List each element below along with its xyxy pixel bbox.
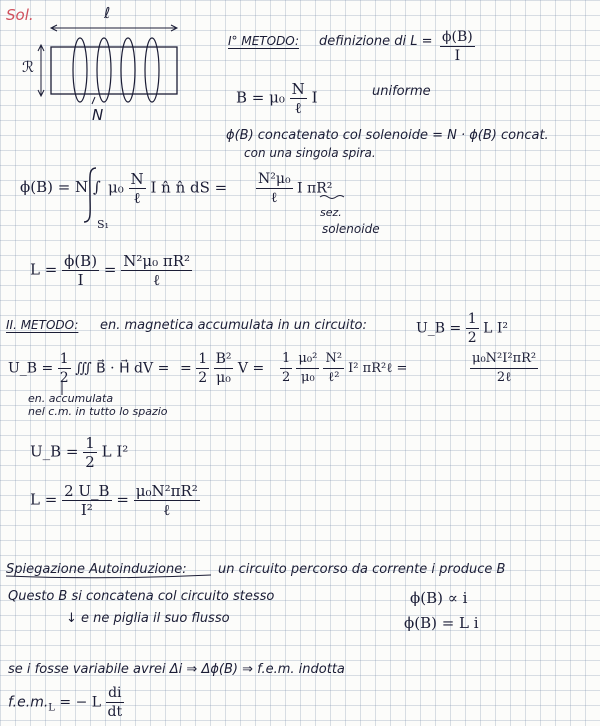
B-lhs: B = μ₀ bbox=[236, 88, 285, 107]
step3-mu-den: μ₀ bbox=[301, 370, 315, 385]
fem-sub: L bbox=[48, 702, 55, 714]
step2-rest: V = bbox=[237, 360, 265, 377]
ub-step2 bbox=[180, 350, 264, 387]
step4-den: 2ℓ bbox=[496, 370, 512, 385]
fem-num: di bbox=[106, 684, 125, 703]
uniforme-label: uniforme bbox=[372, 84, 431, 99]
L-formula-2 bbox=[30, 482, 200, 519]
flux-result bbox=[256, 170, 332, 207]
autoinduzione-line3: ↓ e ne piglia il suo flusso bbox=[66, 611, 230, 626]
note-line1: en. accumulata bbox=[28, 392, 114, 405]
L-eq: = bbox=[103, 260, 117, 279]
L2-res-den: ℓ bbox=[163, 501, 171, 519]
solenoid-radius-label: ℛ bbox=[22, 58, 34, 76]
step3-num: 1 bbox=[280, 350, 292, 369]
solenoid-turns-label: N bbox=[92, 106, 104, 124]
L-lhs: L = bbox=[30, 260, 58, 279]
solenoid-length-label: ℓ bbox=[104, 4, 111, 22]
L-result-num: N²μ₀ πR² bbox=[123, 252, 191, 270]
step2-den: 2 bbox=[198, 370, 208, 386]
ub2-den: 2 bbox=[85, 453, 95, 471]
fem-den: dt bbox=[107, 704, 123, 720]
ub-step3 bbox=[280, 350, 407, 387]
flux-integrand: μ₀ bbox=[108, 178, 124, 197]
solenoide-label: solenoide bbox=[322, 222, 380, 236]
step3-n-den: ℓ² bbox=[328, 370, 340, 385]
ub-half-num: 1 bbox=[467, 311, 477, 327]
B-field-formula bbox=[236, 80, 318, 117]
step3-rest: I² πR²ℓ = bbox=[348, 361, 408, 376]
step2-b-num: B² bbox=[215, 351, 232, 367]
L-result-den: ℓ bbox=[153, 271, 161, 289]
L-phi-den: I bbox=[77, 271, 84, 289]
ub-integral bbox=[8, 350, 169, 387]
ub2-lhs: U_B = bbox=[30, 442, 79, 461]
flux-result-rest: I πR² bbox=[297, 180, 333, 197]
L-formula-1 bbox=[30, 252, 192, 289]
method2-description: en. magnetica accumulata in un circuito: bbox=[100, 318, 367, 333]
B-rhs: I bbox=[311, 88, 318, 107]
integral-half-den: 2 bbox=[59, 370, 69, 386]
method1-L-fraction bbox=[440, 28, 475, 65]
integral-lhs: U_B = bbox=[8, 360, 54, 377]
step4-num: μ₀N²I²πR² bbox=[470, 350, 538, 369]
flux-line2: con una singola spira. bbox=[244, 146, 376, 160]
ub-lhs: U_B = bbox=[416, 320, 462, 337]
fem-eq: = − L bbox=[59, 694, 102, 711]
autoinduzione-line1: un circuito percorso da corrente i produce B bbox=[218, 562, 506, 577]
integral-half-num: 1 bbox=[59, 351, 69, 367]
flux-equals-Li: ϕ(B) = L i bbox=[404, 614, 479, 632]
ub-formula-top bbox=[416, 310, 508, 347]
step2-num: 1 bbox=[198, 351, 208, 367]
flux-frac-num: N bbox=[130, 170, 144, 188]
fem-formula bbox=[8, 684, 124, 721]
L2-res-num: μ₀N²πR² bbox=[135, 482, 198, 500]
step2-pre: = bbox=[180, 360, 192, 377]
step3-mu-num: μ₀² bbox=[296, 350, 319, 369]
ub-step4 bbox=[470, 350, 538, 387]
B-den: ℓ bbox=[294, 99, 302, 117]
flux-result-num: N²μ₀ bbox=[258, 171, 291, 187]
step3-den: 2 bbox=[282, 370, 291, 385]
method1-definition: definizione di L = bbox=[319, 34, 433, 49]
autoinduzione-line2: Questo B si concatena col circuito stesso bbox=[8, 589, 275, 604]
L-phi-num: ϕ(B) bbox=[64, 252, 98, 270]
note-line2: nel c.m. in tutto lo spazio bbox=[28, 405, 168, 418]
autoinduzione-line4: se i fosse variabile avrei Δi ⇒ Δϕ(B) ⇒ f.e.m. indotta bbox=[8, 662, 345, 677]
flux-frac-den: ℓ bbox=[133, 189, 141, 207]
ub2-rhs: L I² bbox=[101, 442, 129, 461]
method1-title: I° METODO: bbox=[228, 34, 300, 48]
flux-proportional: ϕ(B) ∝ i bbox=[410, 589, 468, 607]
flux-result-den: ℓ bbox=[270, 190, 278, 206]
flux-integral-body bbox=[108, 170, 227, 207]
L2-eq: = bbox=[116, 490, 129, 509]
flux-lhs: ϕ(B) = N ∫ bbox=[20, 178, 101, 196]
flux-integrand-rest: I n̂ n̂ dS = bbox=[150, 178, 228, 197]
method2-title: II. METODO: bbox=[6, 318, 79, 332]
L2-num: 2 U_B bbox=[64, 482, 110, 500]
step3-n-num: N² bbox=[323, 350, 344, 369]
L2-lhs: L = bbox=[30, 490, 58, 509]
L2-den: I² bbox=[80, 501, 93, 519]
fem-lhs: f.e.m. bbox=[8, 694, 49, 711]
L-den: I bbox=[454, 48, 461, 64]
flux-surface-sub: S₁ bbox=[97, 218, 109, 231]
ub2-num: 1 bbox=[85, 434, 95, 452]
sez-label: sez. bbox=[320, 206, 342, 219]
ub-formula-2 bbox=[30, 434, 128, 471]
flux-line1: ϕ(B) concatenato col solenoide = N · ϕ(B) concat. bbox=[226, 128, 549, 143]
sol-label: Sol. bbox=[6, 6, 34, 24]
integral-body: ∭ B⃗ · H⃗ dV = bbox=[75, 360, 170, 377]
autoinduzione-title: Spiegazione Autoinduzione: bbox=[6, 562, 187, 577]
ub-rhs: L I² bbox=[483, 320, 508, 337]
ub-half-den: 2 bbox=[467, 330, 477, 346]
B-num: N bbox=[291, 80, 305, 98]
step2-b-den: μ₀ bbox=[216, 370, 231, 386]
L-num: ϕ(B) bbox=[442, 29, 473, 45]
